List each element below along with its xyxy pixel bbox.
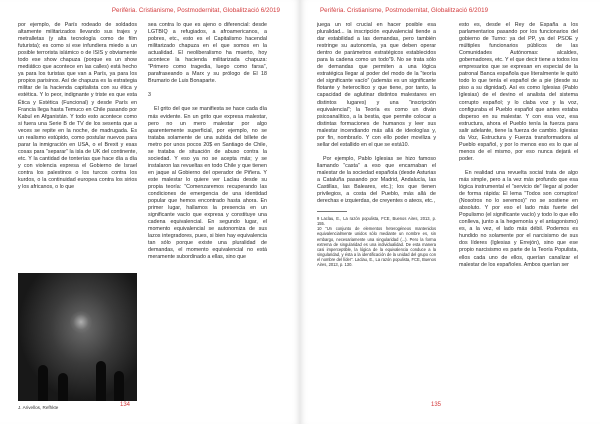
right-column-2 — [459, 22, 578, 402]
right-page — [300, 0, 600, 424]
running-header-left: Perifèria. Cristianisme, Postmodernitat, Globalització 6/2019 — [111, 7, 280, 14]
photo-figure — [58, 373, 68, 401]
photo-light — [70, 311, 92, 333]
paragraph: 3 — [148, 92, 151, 99]
paragraph: En realidad una revuelta social trata de algo más simple, pero a la vez más profundo que esa lógica instrumental el “servicio de” llegar al poder de forma rápida: El lema “Todos son corruptos! (Nosotros no lo seremos)” no se sostiene en absoluto. Y por eso el lado más fuerte del Populismo (el significante vacío) y todo lo que ello conlleva, junto a la hegemonía y el antagonismo) es, a la vez, el lado más débil. Podemos es hundido no solamente por el narcisismo de sus dos líderes (Iglesias y Errejón), sino que ese propio narcisismo es parte de la Teoría Populista, ellos cada uno de ellos, querían canalizar el malestar de los españoles. Ambos querían ser — [459, 169, 578, 268]
left-column-1 — [18, 22, 137, 272]
page-number-left: 134 — [120, 402, 131, 408]
footnote: 10 “Un conjunto de elementos heterogéneos mantenidos equivalencialmente unidos sólo mediante un nombre es, sin embargo, necesariamente una singularidad (...). Pero la forma extrema de singularidad es una individualidad. De esta manera casi imperceptible, la lógica de la equivalencia conduce a la singularidad, y ésta a la identificación de la unidad del grupo con el nombre del líder”. Laclau, E., La razón populista, FCE, Buenos Aires, 2013, p. 130. — [317, 226, 436, 268]
photo-figure — [114, 371, 124, 401]
paragraph: esto es, desde el Rey de España a los parlamentarios pasando por los funcionarios del gobierno de Turno: ya del PP, ya del PSOE y múltiples funcionarios públicos de las Comunidades Autónomas: alcaldes, gobernadores, etc. Y el que decir tiene a todos los empresarios que se expresan en especial de la patronal Banca española que literalmente le quitó todo lo que tenía el español de a pie (desde su piso a su dignidad). Así es como Iglesias (Pablo Iglesias) de el devino el analista del sistema corrupto español; y lo claba voz y la voz, configuraba el Pueblo español que antes estaba disperso en su malestar. Y con esa voz, esa estructura, ahora el Pueblo tenía la fuerza para salir adelante, tiene la fuerza de cambio. Iglesias da Voz, Estructura y Fuerza transformadora al Pueblo español, y por lo menos eso es lo que al menos de el mismo, por eso nunca dejará el poder. — [459, 22, 578, 162]
photo-caption: J. Arivellos, Refhkte — [18, 405, 59, 410]
paragraph: juega un rol crucial en hacer posible esa pluralidad... la inscripción equivalencial tiende a dar estabilidad a las demandas, pero también restringe su autonomía, ya que deben operar dentro de parámetros estratégicos establecidos para la cadena como un todo”9. No se trata sólo de demandas que permiten a una lógica estratégica llegar al poder del modo de la “teoría del significante vacío” (además es un significante flotante y heterocítico y que tiene, por tanto, la capacidad de aglutinar distintos malestares en distintos lugares) y una “inscripción equivalencial”; la Teoría es como un diván psicoanalítico, a la bestia, que permite colocar a distintas formaciones de humanos y leer sus malestar incendiando más allá de ideologías y, por fin, nombrarlo. Y con ello poder moviliza y sellar del estallido en el que se está10. — [317, 22, 436, 148]
photo-figure — [38, 365, 48, 401]
footnote-rule — [317, 211, 347, 212]
paragraph: El grito del que se manifiesta se hace cada día más evidente. En un grito que expresa malestar, pero no un mero malestar por algo aparentemente superficial, por ejemplo, no se trataba solamente de una subida del billete de metro por unos pocos 20$ en Santiago de Chile, se trataba de situación de abuso contra la sociedad. Y eso ya no se acepta más; y se instalaron las revueltas en todo Chile y que tienen en jaque al Gobierno del operador de Piñera. Y este malestar lo quiere ver Laclau desde su propia teoría: “Comenzaremos recuperando las condiciones de emergencia de una identidad popular que hemos encontrado hasta ahora. En primer lugar, hallamos la presencia en un significante vacío que expresa y constituye una cadena equivalencial. En segundo lugar, el momento equivalencial se autonomiza de sus lazos integradores, pues, si bien hay equivalencia tan sólo porque existe una pluralidad de demandas, el momento equivalencial no está meramente subordinado a ellas, sino que — [148, 106, 267, 261]
running-header-right: Perifèria. Cristianisme, Postmodernitat, Globalització 6/2019 — [320, 7, 489, 14]
photograph — [18, 273, 137, 401]
paragraph: Por ejemplo, Pablo Iglesias se hizo famoso llamando “casta” a eso que encarnaban el malestar de la sociedad española (desde Asturias a Cataluña pasando por Madrid, Andalucía, las Castillas, las Baleares, etc.); los que tienen privilegios, a costa del Pueblo, más allá de derechas e izquierdas, de creyentes o ateos, etc., — [317, 155, 436, 205]
paragraph: sea contra lo que es ajeno o diferencial: desde LGTBIQ a refugiados, a afroamericanos, a pobres, etc., esto es el Capitalismo hacendal militarizado chapuza en el que somos en la actualidad. El neoliberalismo ha muerto, hoy acontece la hacienda militarizada chapuza: “Primero como tragedia, luego como farsa”, parafraseando a Marx y su prólogo de El 18 Brumario de Luis Bonaparte. — [148, 22, 267, 85]
left-column-2 — [148, 22, 267, 402]
footnote: 9 Laclau, E., La razón populista, FCE, Buenos Aires, 2013, p. 155. — [317, 216, 436, 227]
paragraph: por ejemplo, de París rodeado de soldados altamente militarizados llevando sus trajes y metralletas (y alta tecnología como de film futurista); es como si ese infundiera miedo a un posible terrorista islámico o de ISIS y obviamente todo ese show chapuza (porque es un show mediático que acontece en las calles) está hecho ya para los turistas que van a París, ya para los propios parisinos. Así de chapuza es la estrategia militar de la hacienda capitalista con su ética y estética. Y lo peor, indignante y triste es que esta Ética y Estética (Funcional) y desde París en Francia llega hasta Temuco en Chile pasando por Kabul en Afganistán. Y todo esto acontece como si fuera una Serie B de TV de los sesenta que a veces se repite en la noche, de madrugada. Es un realismo estúpido, como postular nuevos para parar la inmigración en USA, o el Brexit y esas cosas para “separar” la isla de UK del continente, etc. Y la cantidad de tonterías que hace día a día y con violencia expresa el Gobierno de Israel contra los palestinos o los turcos contra los kurdos, o la continuidad europea contra los sirios y los africanos, o lo que — [18, 22, 137, 191]
page-number-right: 135 — [431, 402, 442, 408]
photo-figure — [96, 361, 106, 401]
right-column-1 — [317, 22, 436, 402]
